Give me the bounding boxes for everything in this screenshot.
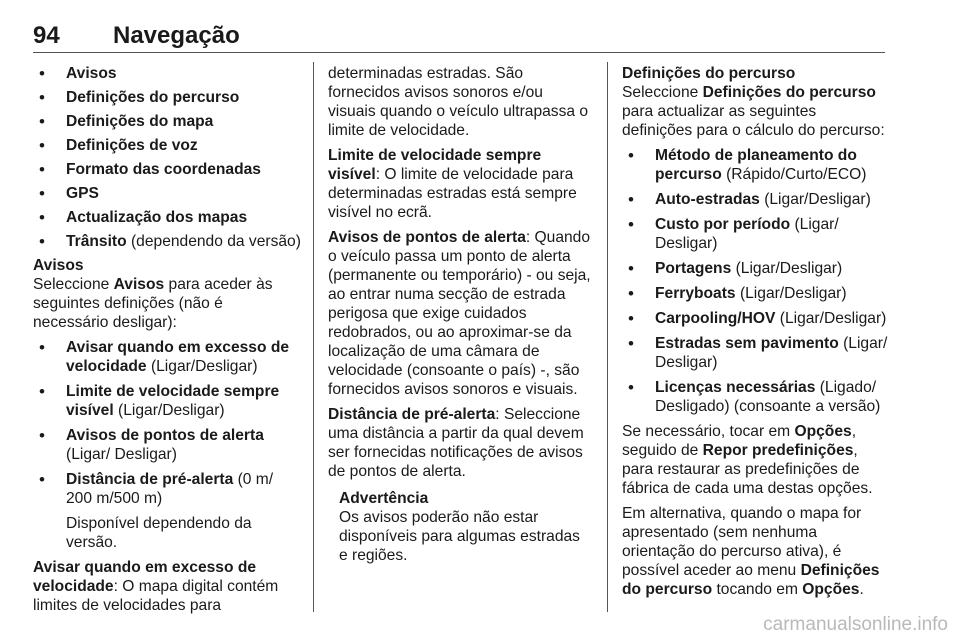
column-divider — [607, 62, 608, 612]
paragraph: Seleccione Definições do percurso para actualizar as seguintes definições para o cálculo do percurso: — [622, 84, 885, 139]
section-heading: Definições do percurso — [622, 65, 796, 82]
list-item: • Licenças necessárias (Ligado/ Desligado) (consoante a versão) — [622, 378, 890, 416]
list-item: • Actualização dos mapas — [33, 208, 301, 227]
list-item: • Definições de voz — [33, 136, 301, 155]
list-item: • Distância de pré-alerta (0 m/ 200 m/500 m) — [33, 470, 301, 508]
page-header — [33, 22, 885, 53]
column-1 — [33, 64, 301, 621]
avisos-list — [33, 338, 301, 508]
paragraph: Distância de pré-alerta: Seleccione uma distância a partir da qual devem ser fornecidas notificações de avisos de pontos de alerta. — [328, 406, 584, 480]
note-heading: Advertência — [339, 490, 429, 507]
paragraph: Avisos de pontos de alerta: Quando o veículo passa um ponto de alerta (permanente ou temporário) - ou seja, ao entrar numa secção de estrada perigosa que exige cuidados redobrados, ou ao aproximar-se da localização de uma câmara de velocidade (consoante o país) -, são fornecidos avisos sonoros e visuais. — [328, 229, 591, 398]
warning-note — [328, 489, 592, 565]
page-number: 94 — [33, 22, 60, 49]
paragraph: Limite de velocidade sempre visível: O limite de velocidade para determinadas estradas está sempre visível no ecrã. — [328, 147, 577, 221]
list-item: • Método de planeamento do percurso (Rápido/Curto/ECO) — [622, 146, 890, 184]
settings-menu-list — [33, 64, 301, 251]
list-item: • Definições do mapa — [33, 112, 301, 131]
availability-note: Disponível dependendo da versão. — [66, 515, 252, 551]
list-item: • GPS — [33, 184, 301, 203]
paragraph: Avisar quando em excesso de velocidade: O mapa digital contém limites de velocidades para — [33, 559, 279, 614]
note-text: Os avisos poderão não estar disponíveis para algumas estradas e regiões. — [339, 509, 580, 564]
column-divider — [313, 62, 314, 612]
list-item: • Formato das coordenadas — [33, 160, 301, 179]
column-3 — [622, 64, 890, 605]
route-settings-list — [622, 146, 890, 416]
list-item: • Estradas sem pavimento (Ligar/ Desligar) — [622, 334, 890, 372]
paragraph: Em alternativa, quando o mapa for apresentado (sem nenhuma orientação do percurso ativa), é possível aceder ao menu Definições do percurso tocando em Opções. — [622, 505, 880, 598]
page-title: Navegação — [113, 22, 240, 49]
list-item: • Ferryboats (Ligar/Desligar) — [622, 284, 890, 303]
list-item: • Carpooling/HOV (Ligar/Desligar) — [622, 309, 890, 328]
paragraph: Se necessário, tocar em Opções, seguido de Repor predefinições, para restaurar as predefinições de fábrica de cada uma destas opções. — [622, 423, 873, 497]
list-item: • Trânsito (dependendo da versão) — [33, 232, 301, 251]
list-item: • Limite de velocidade sempre visível (Ligar/Desligar) — [33, 382, 301, 420]
paragraph: Seleccione Avisos para aceder às seguintes definições (não é necessário desligar): — [33, 276, 273, 331]
list-item: • Auto-estradas (Ligar/Desligar) — [622, 190, 890, 209]
list-item: • Portagens (Ligar/Desligar) — [622, 259, 890, 278]
list-item: • Definições do percurso — [33, 88, 301, 107]
list-item: • Custo por período (Ligar/ Desligar) — [622, 215, 890, 253]
list-item: • Avisos de pontos de alerta (Ligar/ Desligar) — [33, 426, 301, 464]
section-heading: Avisos — [33, 257, 84, 274]
column-2 — [328, 64, 592, 571]
watermark: carmanualsonline.info — [763, 614, 948, 635]
list-item: • Avisar quando em excesso de velocidade (Ligar/Desligar) — [33, 338, 301, 376]
list-item: • Avisos — [33, 64, 301, 83]
paragraph: determinadas estradas. São fornecidos avisos sonoros e/ou visuais quando o veículo ultrapassa o limite de velocidade. — [328, 65, 589, 139]
